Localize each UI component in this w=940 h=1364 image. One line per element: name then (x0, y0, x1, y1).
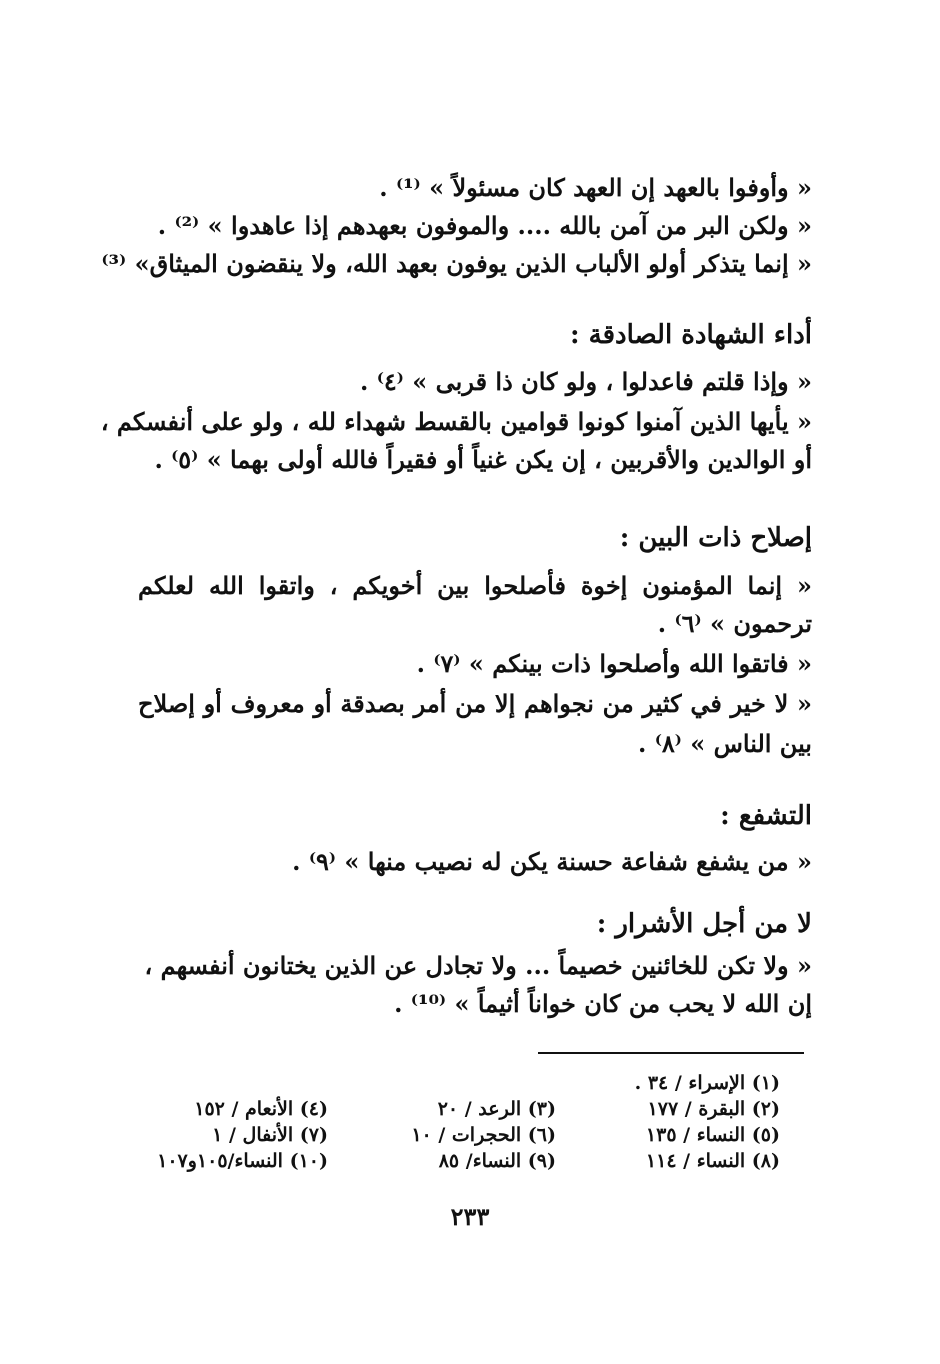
verse-line: إن الله لا يحب من كان خواناً أثيماً » ⁽¹⁰⁾ . (394, 989, 812, 1018)
verse-line: أو الوالدين والأقربين ، إن يكن غنياً أو فقيراً فالله أولى بهما » ⁽٥⁾ . (154, 445, 812, 474)
verse-line: « إنما يتذكر أولو الألباب الذين يوفون بعهد الله، ولا ينقضون الميثاق» ⁽³⁾ (101, 249, 812, 278)
verse-line: « ولا تكن للخائنين خصيماً ... ولا تجادل عن الذين يختانون أنفسهم ، (144, 951, 812, 980)
verse-line: « فاتقوا الله وأصلحوا ذات بينكم » ⁽٧⁾ . (416, 649, 812, 678)
footnote: (١) الإسراء / ٣٤ . (634, 1072, 780, 1094)
page-number: ٢٣٣ (450, 1202, 490, 1231)
footnote-separator (538, 1052, 804, 1054)
verse-line: « وأوفوا بالعهد إن العهد كان مسئولاً » ⁽¹⁾ . (379, 173, 812, 202)
footnote: (١٠) النساء/١٠٥و١٠٧ (157, 1150, 328, 1172)
footnote: (٩) النساء/ ٨٥ (438, 1150, 556, 1172)
verse-line: « من يشفع شفاعة حسنة يكن له نصيب منها » ⁽٩⁾ . (292, 847, 812, 876)
footnote: (٦) الحجرات / ١٠ (411, 1124, 556, 1146)
section-heading: إصلاح ذات البين : (619, 523, 812, 553)
footnote: (٨) النساء / ١١٤ (645, 1150, 780, 1172)
verse-line: « لا خير في كثير من نجواهم إلا من أمر بصدقة أو معروف أو إصلاح (138, 689, 812, 718)
footnote: (٧) الأنفال / ١ (212, 1124, 328, 1146)
verse-line: « إنما المؤمنون إخوة فأصلحوا بين أخويكم ، واتقوا الله لعلكم (138, 571, 812, 600)
footnote: (٣) الرعد / ٢٠ (437, 1098, 556, 1120)
footnote: (٥) النساء / ١٣٥ (645, 1124, 780, 1146)
verse-line: بين الناس » ⁽٨⁾ . (638, 729, 812, 758)
section-heading: أداء الشهادة الصادقة : (569, 320, 812, 350)
footnote: (٢) البقرة / ١٧٧ (647, 1098, 780, 1120)
footnote: (٤) الأنعام / ١٥٢ (194, 1098, 328, 1120)
verse-line: « يأيها الذين آمنوا كونوا قوامين بالقسط شهداء لله ، ولو على أنفسكم ، (100, 407, 812, 436)
section-heading: لا من أجل الأشرار : (596, 909, 812, 939)
section-heading: التشفع : (720, 801, 812, 831)
verse-line: « وإذا قلتم فاعدلوا ، ولو كان ذا قربى » ⁽٤⁾ . (360, 367, 812, 396)
verse-line: « ولكن البر من آمن بالله .... والموفون بعهدهم إذا عاهدوا » ⁽²⁾ . (157, 211, 812, 240)
verse-line: ترحمون » ⁽٦⁾ . (657, 609, 812, 638)
